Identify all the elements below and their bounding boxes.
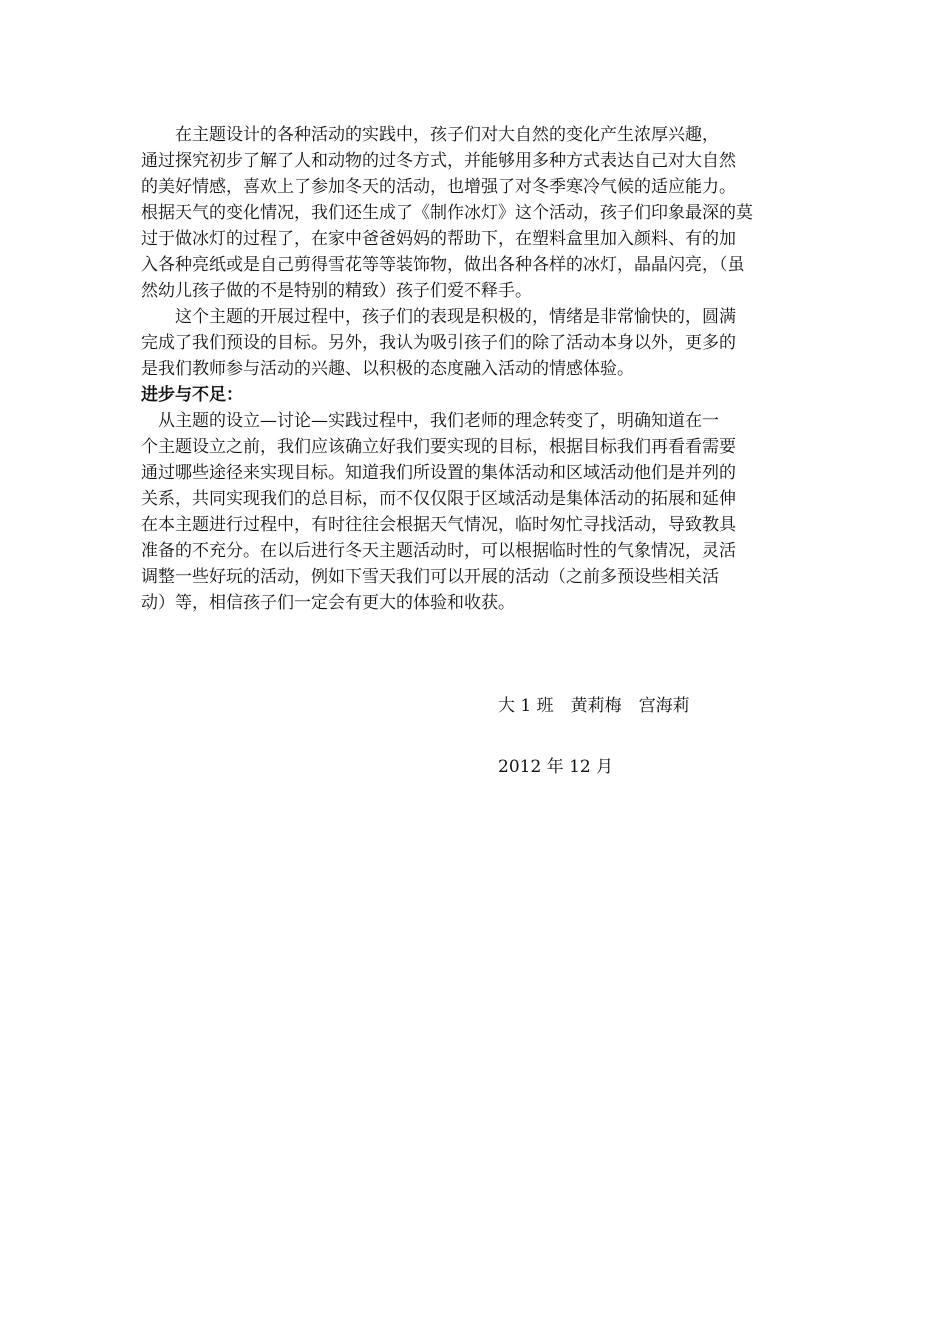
text-line: 这个主题的开展过程中，孩子们的表现是积极的，情绪是非常愉快的，圆满 — [141, 307, 736, 327]
section-heading: 进步与不足： — [141, 385, 243, 405]
text-line: 动）等，相信孩子们一定会有更大的体验和收获。 — [141, 593, 515, 613]
text-line: 准备的不充分。在以后进行冬天主题活动时，可以根据临时性的气象情况，灵活 — [141, 541, 736, 561]
text-line: 通过哪些途径来实现目标。知道我们所设置的集体活动和区域活动他们是并列的 — [141, 463, 736, 483]
text-line: 然幼儿孩子做的不是特别的精致）孩子们爱不释手。 — [141, 281, 532, 301]
date: 2012 年 12 月 — [498, 757, 614, 777]
text-line: 的美好情感，喜欢上了参加冬天的活动，也增强了对冬季寒冷气候的适应能力。 — [141, 177, 736, 197]
text-line: 个主题设立之前，我们应该确立好我们要实现的目标，根据目标我们再看看需要 — [141, 437, 736, 457]
paragraph-2 — [141, 304, 811, 382]
text-line: 在本主题进行过程中，有时往往会根据天气情况，临时匆忙寻找活动，导致教具 — [141, 515, 736, 535]
text-line: 是我们教师参与活动的兴趣、以积极的态度融入活动的情感体验。 — [141, 359, 634, 379]
text-line: 在主题设计的各种活动的实践中，孩子们对大自然的变化产生浓厚兴趣， — [141, 125, 719, 145]
text-line: 根据天气的变化情况，我们还生成了《制作冰灯》这个活动，孩子们印象最深的莫 — [141, 203, 753, 223]
text-line: 关系，共同实现我们的总目标，而不仅仅限于区域活动是集体活动的拓展和延伸 — [141, 489, 736, 509]
paragraph-3 — [141, 408, 811, 616]
text-line: 调整一些好玩的活动，例如下雪天我们可以开展的活动（之前多预设些相关活 — [141, 567, 719, 587]
text-line: 过于做冰灯的过程了，在家中爸爸妈妈的帮助下，在塑料盒里加入颜料、有的加 — [141, 229, 736, 249]
text-line: 通过探究初步了解了人和动物的过冬方式，并能够用多种方式表达自己对大自然 — [141, 151, 736, 171]
text-line: 入各种亮纸或是自己剪得雪花等等装饰物，做出各种各样的冰灯，晶晶闪亮，（虽 — [141, 255, 745, 275]
document-body — [141, 122, 811, 616]
paragraph-1 — [141, 122, 811, 304]
text-line: 完成了我们预设的目标。另外，我认为吸引孩子们的除了活动本身以外，更多的 — [141, 333, 736, 353]
signature: 大 1 班 黄莉梅 宫海莉 — [498, 696, 690, 716]
text-line: 从主题的设立—讨论—实践过程中，我们老师的理念转变了，明确知道在一 — [141, 411, 719, 431]
